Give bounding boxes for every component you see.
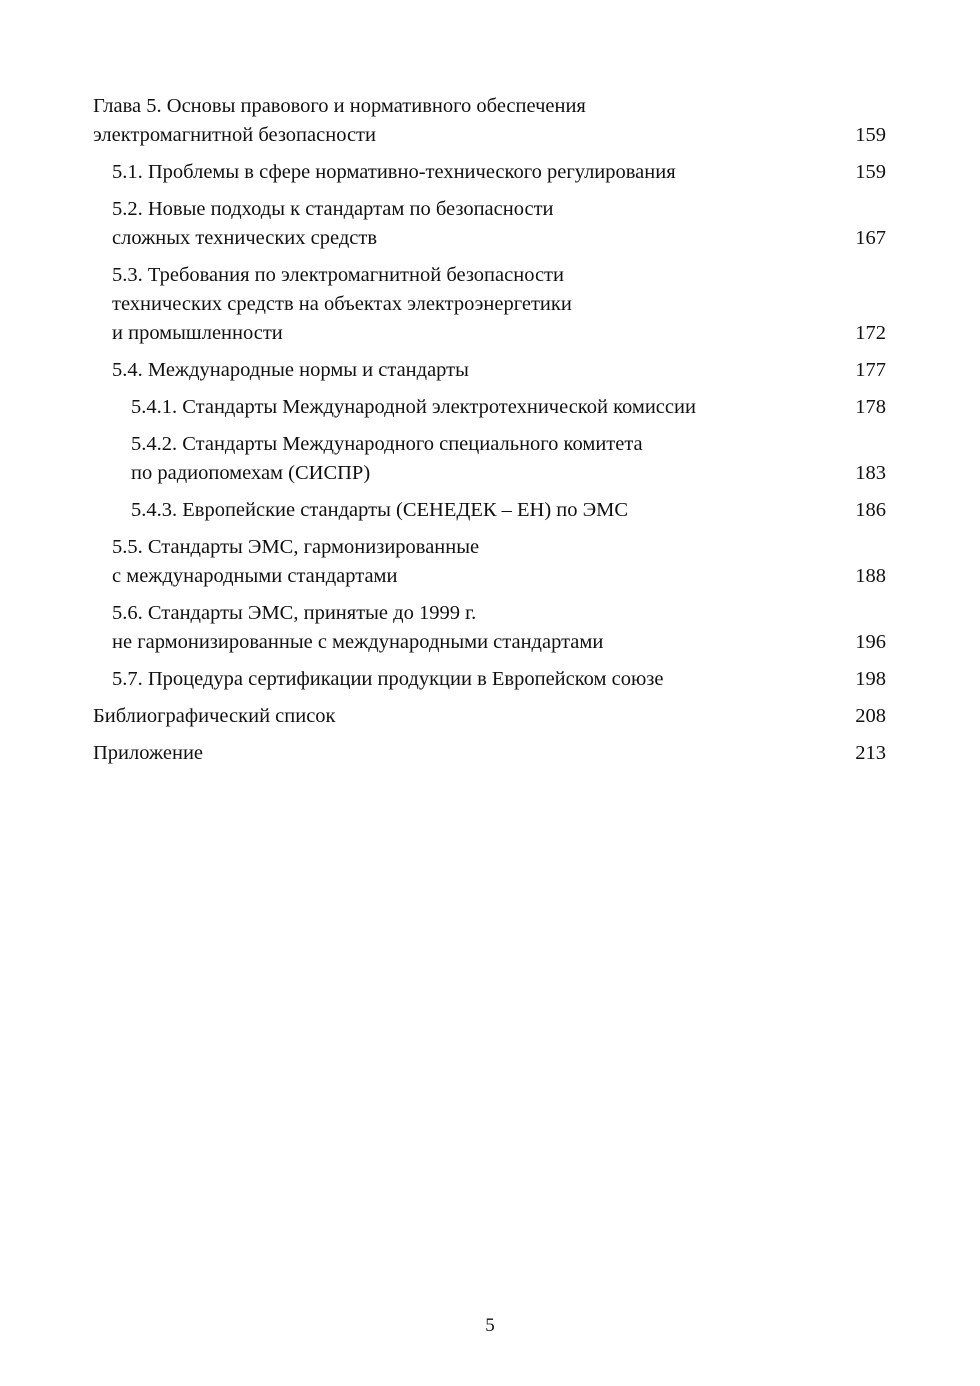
toc-page-number: 196 [855, 631, 886, 653]
toc-entry-final-line [112, 319, 886, 348]
toc-page-number: 208 [855, 705, 886, 727]
table-of-contents [93, 92, 886, 776]
toc-entry-title: и промышленности [112, 322, 283, 344]
toc-entry-title: 5.4. Международные нормы и стандарты [112, 359, 469, 381]
toc-page-number: 172 [855, 322, 886, 344]
toc-entry-title: с международными стандартами [112, 565, 398, 587]
toc-entry-title-line: 5.5. Стандарты ЭМС, гармонизированные [112, 536, 480, 558]
toc-entry-final-line [112, 356, 886, 385]
toc-entry-final-line [112, 224, 886, 253]
toc-entry-5-4-3[interactable] [93, 496, 886, 525]
toc-entry-title: 5.4.3. Европейские стандарты (СЕНЕДЕК – ЕН) по ЭМС [131, 499, 629, 521]
toc-entry-5-3[interactable] [93, 261, 886, 348]
toc-entry-title: 5.1. Проблемы в сфере нормативно-технического регулирования [112, 161, 676, 183]
toc-entry-title: Приложение [93, 742, 204, 764]
toc-entry-final-line [93, 121, 886, 150]
toc-entry-title: 5.7. Процедура сертификации продукции в Европейском союзе [112, 668, 664, 690]
toc-entry-title: по радиопомехам (СИСПР) [131, 462, 371, 484]
toc-entry-final-line [112, 562, 886, 591]
toc-page-number: 159 [855, 161, 886, 183]
toc-entry-title: 5.4.1. Стандарты Международной электротехнической комиссии [131, 396, 696, 418]
toc-entry-title: электромагнитной безопасности [93, 124, 376, 146]
toc-entry-title-line: 5.6. Стандарты ЭМС, принятые до 1999 г. [112, 602, 477, 624]
toc-entry-final-line [112, 628, 886, 657]
toc-entry-5-2[interactable] [93, 195, 886, 253]
toc-entry-title: сложных технических средств [112, 227, 377, 249]
toc-entry-final-line [112, 665, 886, 694]
toc-entry-5-6[interactable] [93, 599, 886, 657]
toc-entry-title: не гармонизированные с международными стандартами [112, 631, 604, 653]
toc-page-number: 183 [855, 462, 886, 484]
toc-entry-5-4-2[interactable] [93, 430, 886, 488]
toc-entry-title-line: Глава 5. Основы правового и нормативного обеспечения [93, 95, 586, 117]
toc-entry-title-line: технических средств на объектах электроэнергетики [112, 293, 572, 315]
toc-page-number: 178 [855, 396, 886, 418]
toc-page-number: 167 [855, 227, 886, 249]
toc-page-number: 159 [855, 124, 886, 146]
toc-entry-5-7[interactable] [93, 665, 886, 694]
toc-entry-final-line [112, 158, 886, 187]
toc-entry-title: Библиографический список [93, 705, 336, 727]
toc-entry-title-line: 5.3. Требования по электромагнитной безопасности [112, 264, 564, 286]
toc-entry-final-line [131, 459, 886, 488]
toc-entry-final-line [93, 739, 886, 768]
toc-page-number: 177 [855, 359, 886, 381]
toc-page-number: 188 [855, 565, 886, 587]
toc-entry-bibliography[interactable] [93, 702, 886, 731]
toc-page-number: 213 [855, 742, 886, 764]
page-number: 5 [485, 1315, 495, 1336]
toc-entry-5-5[interactable] [93, 533, 886, 591]
toc-entry-5-4[interactable] [93, 356, 886, 385]
toc-entry-5-4-1[interactable] [93, 393, 886, 422]
toc-page-number: 186 [855, 499, 886, 521]
toc-entry-appendix[interactable] [93, 739, 886, 768]
toc-entry-final-line [131, 393, 886, 422]
toc-entry-5-1[interactable] [93, 158, 886, 187]
toc-entry-chapter-5[interactable] [93, 92, 886, 150]
toc-entry-title-line: 5.4.2. Стандарты Международного специального комитета [131, 433, 643, 455]
toc-entry-final-line [131, 496, 886, 525]
toc-entry-title-line: 5.2. Новые подходы к стандартам по безопасности [112, 198, 554, 220]
toc-entry-final-line [93, 702, 886, 731]
toc-page-number: 198 [855, 668, 886, 690]
